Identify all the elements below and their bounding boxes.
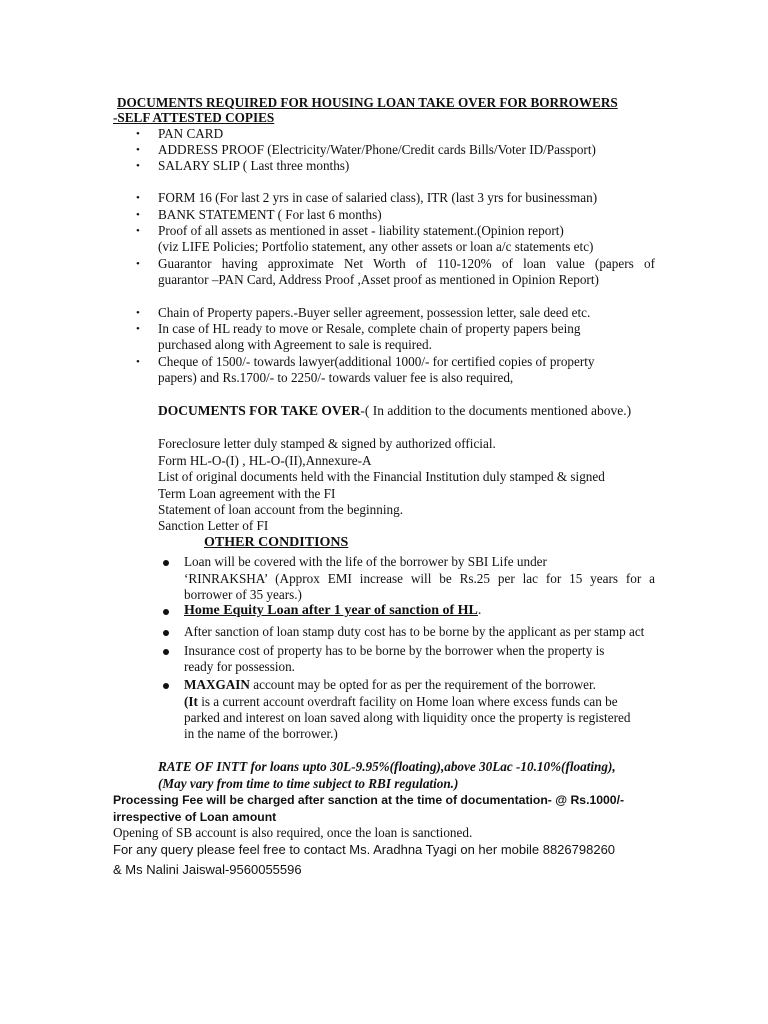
bullet-icon: • [136,356,140,368]
condition-stamp-duty: After sanction of loan stamp duty cost has to be borne by the applicant as per stamp act [184,624,645,639]
condition-maxgain-label: MAXGAIN [184,677,250,692]
processing-fee: Processing Fee will be charged after sanction at the time of documentation- @ Rs.1000/- [113,793,625,807]
condition-maxgain-cont: parked and interest on loan saved along with liquidity once the property is registered [184,710,631,725]
bullet-icon: • [136,160,140,172]
rate-of-interest-note: (May vary from time to time subject to RBI regulation.) [158,776,459,791]
document-subtitle: -SELF ATTESTED COPIES [113,110,275,125]
takeover-item: Statement of loan account from the beginning. [158,502,403,517]
bullet-icon [163,683,169,689]
condition-sbi-life: Loan will be covered with the life of the borrower by SBI Life under [184,554,547,569]
takeover-item: Sanction Letter of FI [158,518,269,533]
bullet-icon [163,630,169,636]
bullet-icon: • [136,144,140,156]
list-item-guarantor: Guarantor having approximate Net Worth of 110-120% of loan value (papers of [158,256,655,271]
list-item-assets: Proof of all assets as mentioned in asset - liability statement.(Opinion report) [158,223,564,238]
list-item-cheque-cont: papers) and Rs.1700/- to 2250/- towards valuer fee is also required, [158,370,514,385]
condition-maxgain-it: (It [184,694,198,709]
list-item-chain: Chain of Property papers.-Buyer seller agreement, possession letter, sale deed etc. [158,305,591,320]
processing-fee-cont: irrespective of Loan amount [113,810,277,824]
condition-sbi-life-cont: ‘RINRAKSHA’ (Approx EMI increase will be Rs.25 per lac for 15 years for a [184,571,655,586]
condition-maxgain-cont: in the name of the borrower.) [184,726,338,741]
condition-insurance-cont: ready for possession. [184,659,295,674]
condition-maxgain [184,677,596,693]
list-item-assets-cont: (viz LIFE Policies; Portfolio statement, any other assets or loan a/c statements etc) [158,239,594,254]
bullet-icon: • [136,128,140,140]
takeover-item: Term Loan agreement with the FI [158,486,336,501]
list-item-resale-cont: purchased along with Agreement to sale is required. [158,337,432,352]
condition-home-equity: Home Equity Loan after 1 year of sanction of HL [184,603,478,618]
conditions-heading: OTHER CONDITIONS [204,535,349,550]
list-item-cheque: Cheque of 1500/- towards lawyer(additional 1000/- for certified copies of property [158,354,595,369]
takeover-item: Foreclosure letter duly stamped & signed by authorized official. [158,436,496,451]
condition-home-equity-tail: . [477,603,482,618]
bullet-icon [163,609,169,615]
bullet-icon [163,649,169,655]
bullet-icon: • [136,209,140,221]
list-item-bank: BANK STATEMENT ( For last 6 months) [158,207,382,222]
condition-home-equity-line [184,603,481,619]
condition-sbi-life-cont: borrower of 35 years.) [184,587,302,602]
bullet-icon: • [136,192,140,204]
takeover-item: List of original documents held with the Financial Institution duly stamped & signed [158,469,605,484]
condition-insurance: Insurance cost of property has to be borne by the borrower when the property is [184,643,605,658]
bullet-icon: • [136,323,140,335]
document-title: DOCUMENTS REQUIRED FOR HOUSING LOAN TAKE OVER FOR BORROWERS [117,95,618,110]
list-item-resale: In case of HL ready to move or Resale, complete chain of property papers being [158,321,581,336]
condition-maxgain-cont [184,694,618,710]
condition-maxgain-cont-text: is a current account overdraft facility on Home loan where excess funds can be [197,694,618,709]
bullet-icon: • [136,258,140,270]
contact-line: For any query please feel free to contact Ms. Aradhna Tyagi on her mobile 8826798260 [113,842,616,857]
contact-line-cont: & Ms Nalini Jaiswal-9560055596 [113,862,302,877]
list-item-pan: PAN CARD [158,126,224,141]
sb-account-note: Opening of SB account is also required, once the loan is sanctioned. [113,825,473,840]
takeover-item: Form HL-O-(I) , HL-O-(II),Annexure-A [158,453,372,468]
takeover-heading: DOCUMENTS FOR TAKE OVER [158,403,361,418]
list-item-form16: FORM 16 (For last 2 yrs in case of salaried class), ITR (last 3 yrs for businessman) [158,190,598,205]
bullet-icon: • [136,307,140,319]
condition-maxgain-text: account may be opted for as per the requirement of the borrower. [249,677,596,692]
list-item-guarantor-cont: guarantor –PAN Card, Address Proof ,Asset proof as mentioned in Opinion Report) [158,272,599,287]
bullet-icon [163,560,169,566]
rate-of-interest: RATE OF INTT for loans upto 30L-9.95%(floating),above 30Lac -10.10%(floating), [158,759,616,774]
list-item-salary: SALARY SLIP ( Last three months) [158,158,350,173]
bullet-icon: • [136,225,140,237]
takeover-heading-line [158,403,631,419]
list-item-address: ADDRESS PROOF (Electricity/Water/Phone/Credit cards Bills/Voter ID/Passport) [158,142,596,157]
takeover-heading-note: -( In addition to the documents mentioned above.) [360,403,632,418]
